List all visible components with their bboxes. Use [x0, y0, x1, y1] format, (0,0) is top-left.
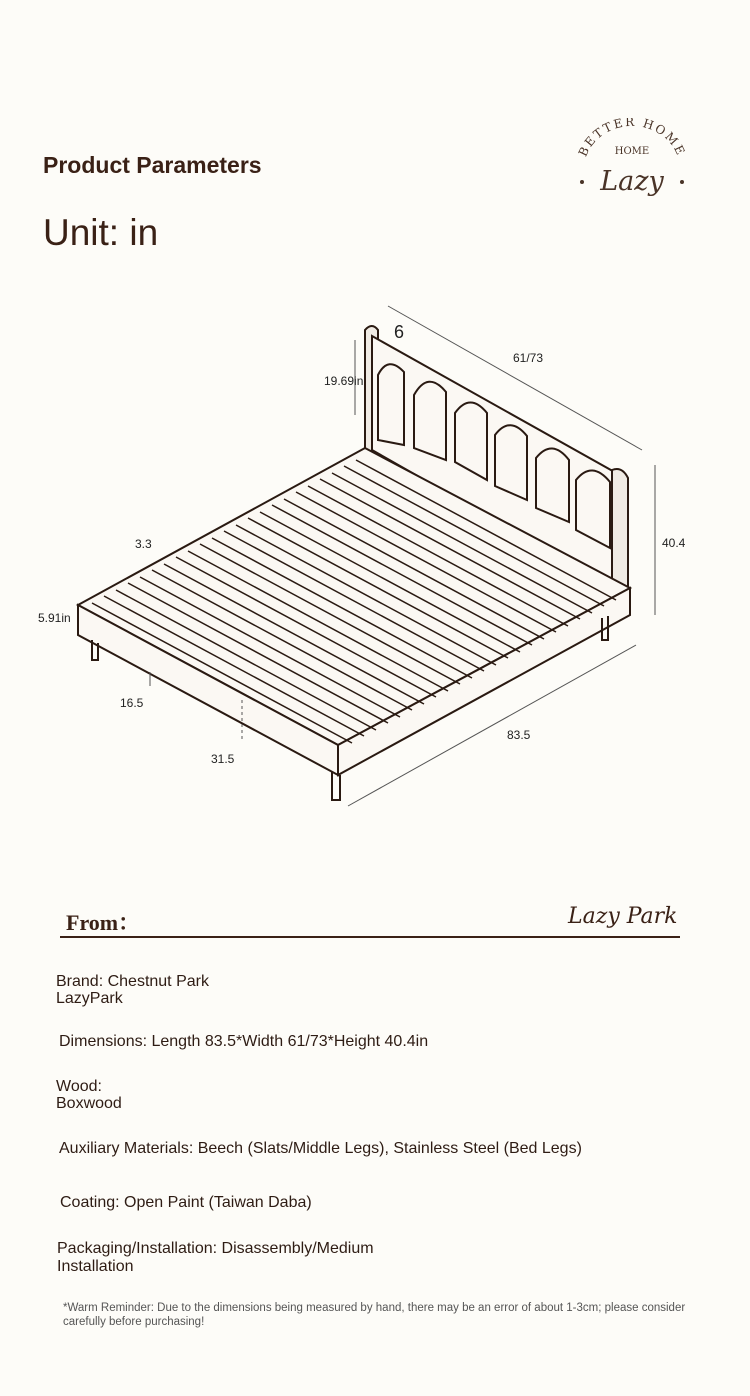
page-title: Product Parameters [43, 152, 262, 178]
divider [60, 936, 680, 938]
spec-packaging [57, 1240, 374, 1276]
spec-coating: Coating: Open Paint (Taiwan Daba) [60, 1194, 312, 1211]
spec-auxiliary: Auxiliary Materials: Beech (Slats/Middle Legs), Stainless Steel (Bed Legs) [59, 1140, 582, 1157]
spec-brand-line1: Brand: Chestnut Park [56, 973, 209, 990]
headboard-height-label: 19.69in [324, 374, 364, 388]
bed-dimension-diagram [0, 290, 750, 830]
total-height-label: 40.4 [662, 536, 686, 550]
width-label: 61/73 [513, 351, 544, 365]
brand-logo [570, 118, 694, 214]
warm-reminder-note: *Warm Reminder: Due to the dimensions being measured by hand, there may be an error of about 1-3cm; please consider carefully before purchasing! [63, 1302, 686, 1328]
spec-brand-line2: LazyPark [56, 990, 123, 1007]
leg-inset-label: 31.5 [211, 752, 235, 766]
from-brand: Lazy Park [568, 904, 678, 929]
spec-packaging-line1: Packaging/Installation: Disassembly/Medium [57, 1240, 374, 1257]
svg-text:BETTER HOME: BETTER HOME [575, 118, 689, 159]
spec-dimensions: Dimensions: Length 83.5*Width 61/73*Height 40.4in [59, 1033, 429, 1050]
bed-drawing [0, 290, 750, 830]
spec-wood-line2: Boxwood [56, 1095, 122, 1112]
logo-seal-icon [570, 118, 694, 214]
svg-text:HOME: HOME [614, 146, 650, 157]
spec-wood-line1: Wood: [56, 1078, 102, 1095]
spec-wood [56, 1078, 122, 1112]
svg-text:Lazy: Lazy [600, 166, 664, 197]
spec-brand [56, 973, 209, 1007]
unit-label: Unit: in [43, 212, 159, 253]
side-inset-label: 3.3 [135, 537, 152, 551]
from-label: From： [66, 910, 141, 935]
headboard-thickness-label: 6 [394, 322, 405, 342]
frame-height-label: 5.91in [38, 611, 71, 625]
leg-height-label: 16.5 [120, 696, 144, 710]
length-label: 83.5 [507, 728, 531, 742]
spec-packaging-line2: Installation [57, 1258, 134, 1275]
